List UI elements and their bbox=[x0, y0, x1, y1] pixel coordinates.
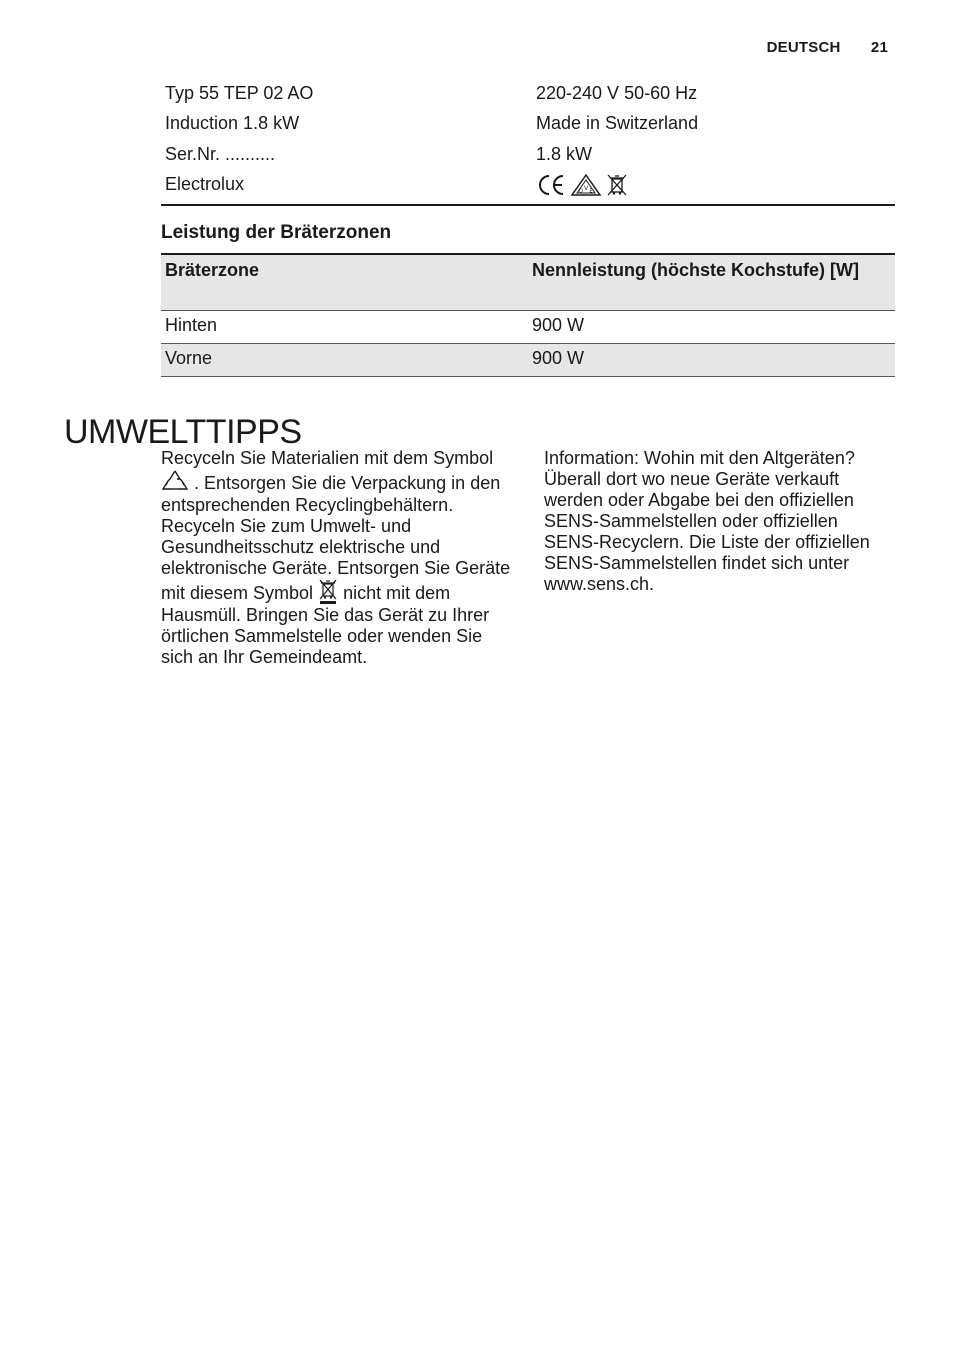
rating-cell: Typ 55 TEP 02 AO bbox=[165, 82, 314, 103]
disposal-icon-line bbox=[161, 579, 517, 605]
table-cell: 900 W bbox=[528, 344, 895, 377]
environment-left-column bbox=[161, 448, 517, 668]
roasting-power-table bbox=[161, 253, 895, 377]
rating-cell: Electrolux bbox=[165, 174, 245, 195]
recycling-paragraph: entsprechenden Recyclingbehältern. Recyceln Sie zum Umwelt- und Gesundheitsschutz elektrische und elektronische Geräte. Entsorgen Sie Geräte bbox=[161, 495, 511, 578]
disposal-text: mit diesem Symbol bbox=[161, 583, 314, 603]
page-number: 21 bbox=[870, 39, 888, 56]
table-row bbox=[161, 344, 895, 377]
recycling-line: Recyceln Sie Materialien mit dem Symbol bbox=[161, 448, 494, 468]
table-cell: 900 W bbox=[528, 311, 895, 344]
ce-mark-icon bbox=[536, 173, 566, 197]
environment-right-column bbox=[544, 448, 874, 595]
table-cell: Hinten bbox=[161, 311, 528, 344]
rating-row bbox=[161, 170, 895, 201]
recycling-icon-line bbox=[161, 469, 517, 495]
disposal-text: nicht mit dem bbox=[343, 583, 451, 603]
section-title-roasting: Leistung der Bräterzonen bbox=[161, 222, 392, 243]
rating-cell: Ser.Nr. .......... bbox=[165, 143, 276, 164]
recycle-icon bbox=[161, 469, 189, 495]
weee-bin-icon bbox=[318, 579, 338, 605]
rating-row bbox=[161, 109, 895, 140]
svg-text:D: D bbox=[579, 188, 583, 195]
column-header: Nennleistung (höchste Kochstufe) [W] bbox=[528, 255, 895, 311]
recycling-text: . Entsorgen Sie die Verpackung in den bbox=[194, 473, 501, 493]
header-language: DEUTSCH bbox=[766, 39, 841, 56]
column-header: Bräterzone bbox=[161, 255, 528, 311]
weee-bin-icon bbox=[606, 173, 628, 197]
page-header bbox=[767, 39, 888, 56]
main-title: UMWELTTIPPS bbox=[64, 412, 302, 451]
table-row bbox=[161, 311, 895, 344]
svg-text:V: V bbox=[583, 184, 589, 192]
disposal-paragraph: Hausmüll. Bringen Sie das Gerät zu Ihrer örtlichen Sammelstelle oder wenden Sie sich an Ihr Gemeindeamt. bbox=[161, 605, 490, 667]
table-header-row bbox=[161, 255, 895, 311]
svg-text:E: E bbox=[589, 188, 593, 195]
rating-row bbox=[161, 139, 895, 170]
rating-cell: 220-240 V 50-60 Hz bbox=[536, 82, 698, 103]
rating-cell: Induction 1.8 kW bbox=[165, 113, 300, 134]
rating-cell: 1.8 kW bbox=[536, 143, 593, 164]
table-cell: Vorne bbox=[161, 344, 528, 377]
certification-marks bbox=[532, 172, 628, 198]
rating-row bbox=[161, 78, 895, 109]
rating-plate bbox=[161, 78, 895, 206]
vde-mark-icon bbox=[570, 173, 602, 197]
sens-information-paragraph: Information: Wohin mit den Altgeräten? Überall dort wo neue Geräte verkauft werden oder Abgabe bei den offiziellen SENS-Sammelstellen oder offiziellen SENS-Recyclern. Die Liste der offiziellen SENS-Sammelstellen findet sich unter www.sens.ch. bbox=[544, 448, 870, 594]
rating-cell: Made in Switzerland bbox=[536, 113, 699, 134]
